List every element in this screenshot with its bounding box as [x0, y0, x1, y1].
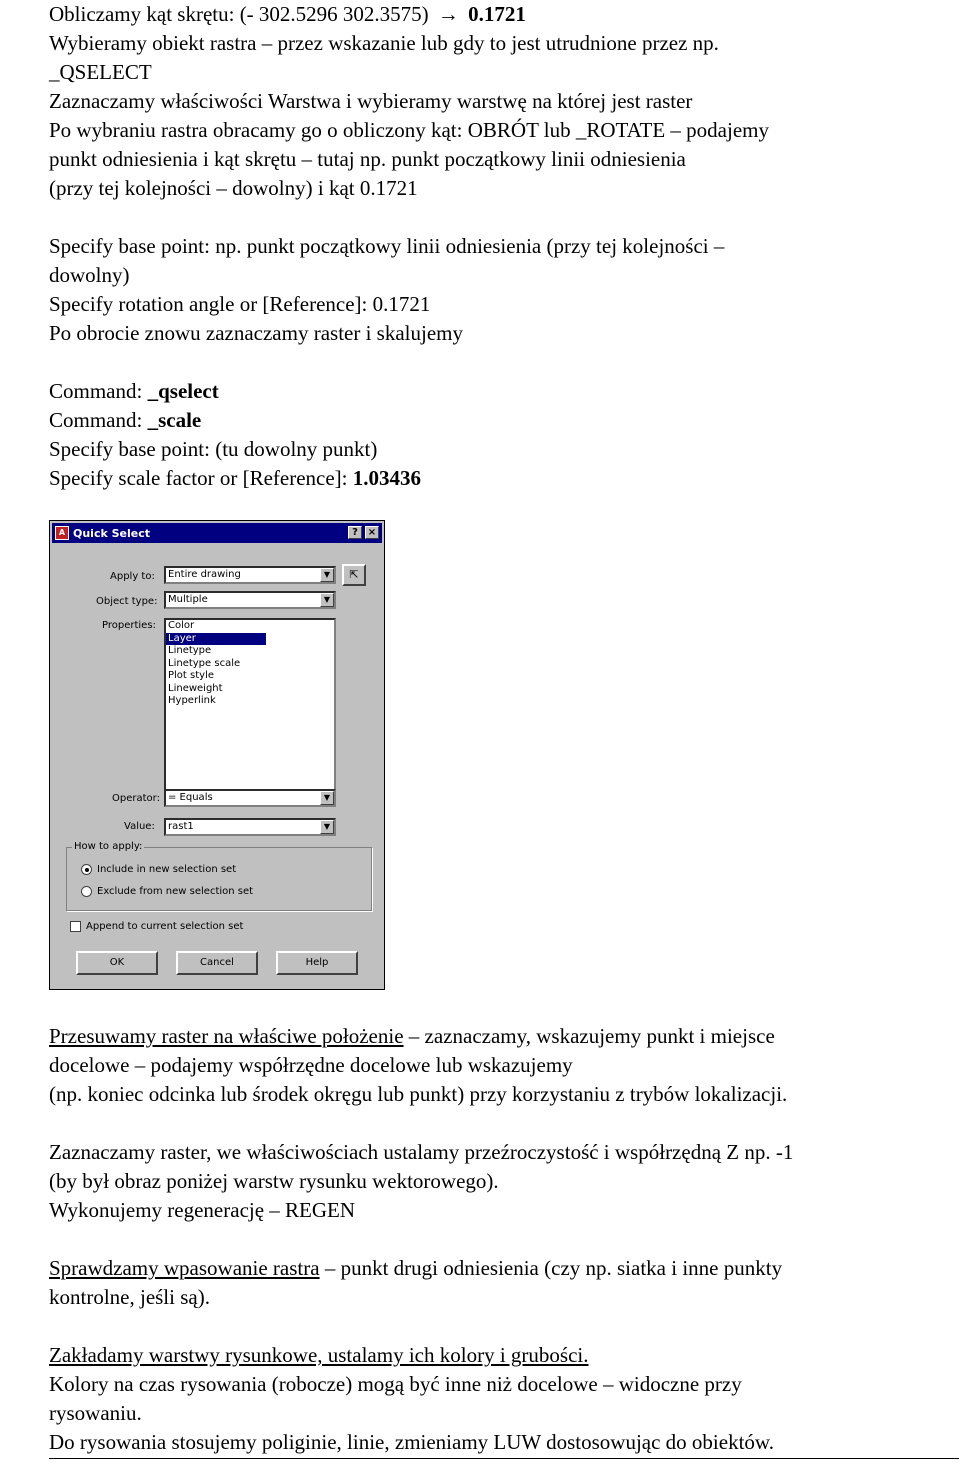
- text-line: Zaznaczamy raster, we właściwościach ustalamy przeźroczystość i współrzędną Z np. -1: [49, 1140, 794, 1164]
- value-select[interactable]: rast1 ▼: [164, 818, 336, 836]
- exclude-radio[interactable]: [81, 886, 92, 897]
- list-item[interactable]: Hyperlink: [168, 695, 216, 706]
- text-line: Obliczamy kąt skrętu: (- 302.5296 302.3575) → 0.1721: [49, 0, 526, 29]
- text-line: kontrolne, jeśli są).: [49, 1285, 210, 1309]
- list-item[interactable]: Linetype scale: [168, 657, 241, 669]
- ok-button[interactable]: OK: [76, 951, 158, 975]
- bottom-divider: [49, 1458, 959, 1459]
- text-line: _QSELECT: [49, 60, 152, 84]
- dialog-title: Quick Select: [73, 526, 151, 540]
- text-line: Wybieramy obiekt rastra – przez wskazanie lub gdy to jest utrudnione przez np.: [49, 31, 719, 55]
- object-type-label: Object type:: [96, 596, 158, 607]
- text-line: Wykonujemy regenerację – REGEN: [49, 1198, 356, 1222]
- append-checkbox[interactable]: [70, 921, 81, 932]
- append-label: Append to current selection set: [86, 921, 244, 932]
- dialog-titlebar: [52, 523, 382, 543]
- text-line: Sprawdzamy wpasowanie rastra – punkt drugi odniesienia (czy np. siatka i inne punkty: [49, 1256, 783, 1280]
- text-line: Po wybraniu rastra obracamy go o obliczony kąt: OBRÓT lub _ROTATE – podajemy: [49, 118, 769, 142]
- command-line: Command: _qselect: [49, 379, 219, 403]
- apply-to-label: Apply to:: [110, 571, 155, 582]
- text-line: docelowe – podajemy współrzędne docelowe lub wskazujemy: [49, 1053, 573, 1077]
- properties-label: Properties:: [102, 620, 156, 631]
- text-line: rysowaniu.: [49, 1401, 142, 1425]
- text-line: punkt odniesienia i kąt skrętu – tutaj np. punkt początkowy linii odniesienia: [49, 147, 686, 171]
- operator-label: Operator:: [112, 793, 160, 804]
- exclude-label: Exclude from new selection set: [97, 886, 254, 897]
- chevron-down-icon: ▼: [320, 820, 334, 834]
- text-line: Specify base point: np. punkt początkowy linii odniesienia (przy tej kolejności –: [49, 234, 725, 258]
- include-label: Include in new selection set: [97, 864, 237, 875]
- apply-to-select[interactable]: Entire drawing ▼: [164, 566, 336, 584]
- list-item[interactable]: Linetype: [168, 645, 212, 656]
- properties-list[interactable]: [164, 618, 336, 804]
- how-to-apply-group: [66, 841, 372, 911]
- text-line: Specify scale factor or [Reference]: 1.03436: [49, 466, 421, 490]
- text-line: Do rysowania stosujemy poliginie, linie, zmieniamy LUW dostosowując do obiektów.: [49, 1430, 774, 1454]
- section-heading: Sprawdzamy wpasowanie rastra: [49, 1256, 320, 1280]
- quick-select-dialog: [49, 520, 385, 990]
- text-line: (by był obraz poniżej warstw rysunku wektorowego).: [49, 1169, 499, 1193]
- arrow-right-icon: →: [437, 2, 459, 26]
- help-button[interactable]: Help: [276, 951, 358, 975]
- command-line: Command: _scale: [49, 408, 202, 432]
- text-line: (przy tej kolejności – dowolny) i kąt 0.1721: [49, 176, 418, 200]
- help-question-button[interactable]: ?: [348, 526, 362, 539]
- text-line: Specify rotation angle or [Reference]: 0.1721: [49, 292, 431, 316]
- select-objects-button[interactable]: [342, 564, 366, 586]
- pick-cursor-icon: ⇱: [349, 568, 359, 581]
- text-line: dowolny): [49, 263, 130, 287]
- list-item-selected[interactable]: Layer: [166, 633, 266, 646]
- operator-select[interactable]: = Equals ▼: [164, 789, 336, 807]
- app-icon: A: [55, 526, 69, 540]
- text-line: Po obrocie znowu zaznaczamy raster i skalujemy: [49, 321, 464, 345]
- list-item[interactable]: Plot style: [168, 670, 215, 681]
- chevron-down-icon: ▼: [320, 593, 334, 607]
- list-item[interactable]: Lineweight: [168, 682, 223, 694]
- section-heading: Zakładamy warstwy rysunkowe, ustalamy ich kolory i grubości.: [49, 1343, 589, 1367]
- section-heading: Przesuwamy raster na właściwe położenie: [49, 1024, 404, 1048]
- object-type-select[interactable]: Multiple ▼: [164, 591, 336, 609]
- text-line: Zaznaczamy właściwości Warstwa i wybieramy warstwę na której jest raster: [49, 89, 693, 113]
- list-item[interactable]: Color: [168, 620, 195, 631]
- cancel-button[interactable]: Cancel: [176, 951, 258, 975]
- text-line: Kolory na czas rysowania (robocze) mogą być inne niż docelowe – widoczne przy: [49, 1372, 742, 1396]
- close-button[interactable]: ×: [365, 526, 379, 539]
- chevron-down-icon: ▼: [320, 791, 334, 805]
- text-line: (np. koniec odcinka lub środek okręgu lub punkt) przy korzystaniu z trybów lokalizacji.: [49, 1082, 788, 1106]
- text-line: Przesuwamy raster na właściwe położenie – zaznaczamy, wskazujemy punkt i miejsce: [49, 1024, 775, 1048]
- chevron-down-icon: ▼: [320, 568, 334, 582]
- include-radio[interactable]: [81, 864, 92, 875]
- text-line: Specify base point: (tu dowolny punkt): [49, 437, 378, 461]
- value-label: Value:: [124, 821, 155, 832]
- how-to-apply-label: How to apply:: [74, 841, 143, 852]
